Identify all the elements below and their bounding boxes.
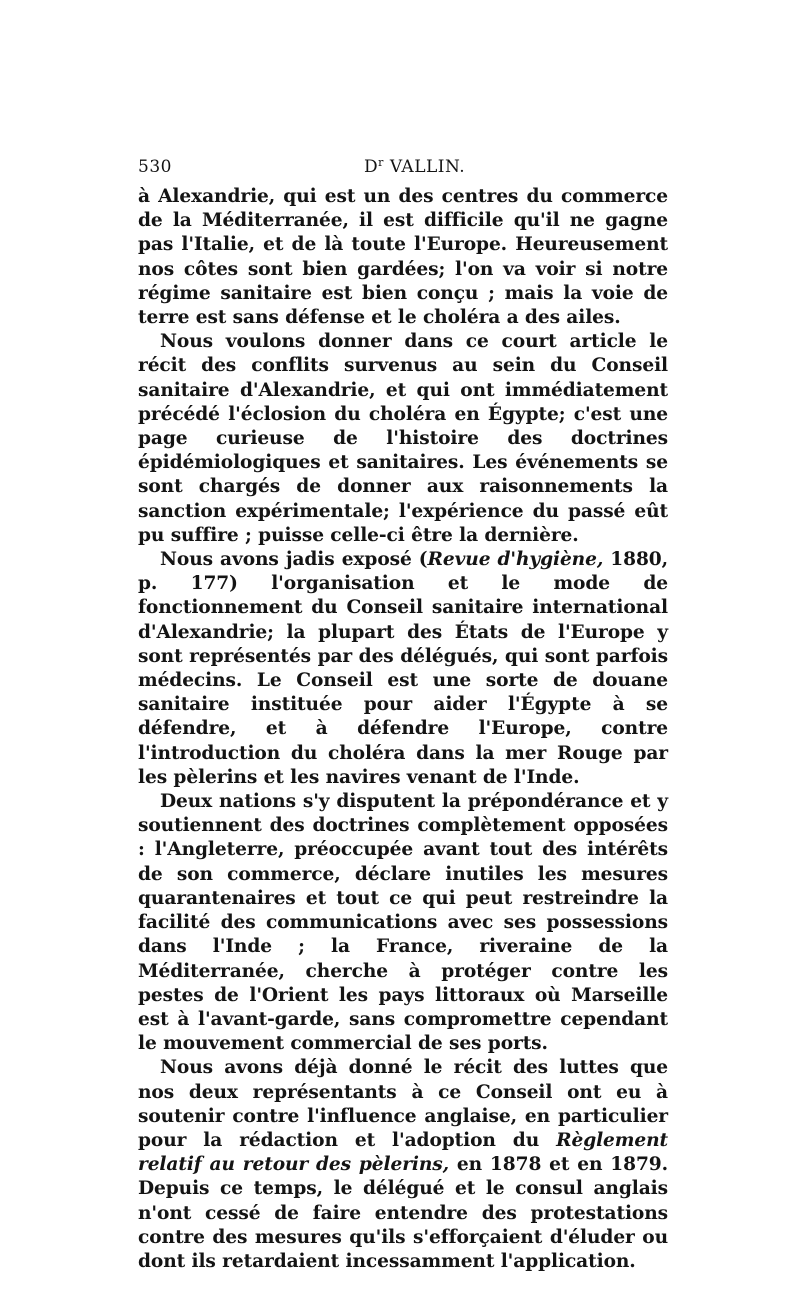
paragraph-5-end: en 1878 et en 1879. Depuis ce temps, le délégué et le consul anglais n'ont cessé de faire entendre des protestations contre des mesures qu'ils s'efforçaient d'éluder ou dont ils retardaient incessamment l'application. <box>138 1154 668 1272</box>
running-header <box>138 157 668 183</box>
paragraph-5-title: Règlement relatif au retour des pèlerins, <box>138 1129 668 1176</box>
page-number: 530 <box>138 157 172 177</box>
paragraph-3 <box>138 548 668 790</box>
running-title <box>364 157 465 177</box>
author-prefix: D <box>364 157 379 177</box>
author-prefix-superscript: r <box>378 156 384 169</box>
paragraph-5 <box>138 1056 668 1274</box>
paragraph-5-start: Nous avons déjà donné le récit des luttes que nos deux représentants à ce Conseil ont eu à soutenir contre l'influence anglaise, en particulier pour la rédaction et l'adoption du <box>138 1057 668 1151</box>
paragraph-4: Deux nations s'y disputent la prépondérance et y soutiennent des doctrines complètement opposées : l'Angleterre, préoccupée avant tout des intérêts de son commerce, déclare inutiles les mesures quarantenaires et tout ce qui peut restreindre la facilité des communications avec ses possessions dans l'Inde ; la France, riveraine de la Méditerranée, cherche à protéger contre les pestes de l'Orient les pays littoraux où Marseille est à l'avant-garde, sans compromettre cependant le mouvement commercial de ses ports. <box>138 791 668 1055</box>
paragraph-1: à Alexandrie, qui est un des centres du commerce de la Méditerranée, il est difficile qu'il ne gagne pas l'Italie, et de là toute l'Europe. Heureusement nos côtes sont bien gardées; l'on va voir si notre régime sanitaire est bien conçu ; mais la voie de terre est sans défense et le choléra a des ailes. <box>138 186 668 329</box>
paragraph-3-citation: Revue d'hygiène, <box>427 549 604 571</box>
paragraph-3-end: 1880, p. 177) l'organisation et le mode de fonctionnement du Conseil sanitaire international d'Alexandrie; la plupart des États de l'Europe y sont représentés par des délégués, qui sont parfois médecins. Le Conseil est une sorte de douane sanitaire instituée pour aider l'Égypte à se défendre, et à défendre l'Europe, contre l'introduction du choléra dans la mer Rouge par les pèlerins et les navires venant de l'Inde. <box>138 549 668 788</box>
paragraph-3-start: Nous avons jadis exposé ( <box>160 549 428 571</box>
author-name: VALLIN. <box>389 157 466 177</box>
body-text <box>138 185 668 1274</box>
paragraph-2: Nous voulons donner dans ce court article le récit des conflits survenus au sein du Conseil sanitaire d'Alexandrie, et qui ont immédiatement précédé l'éclosion du choléra en Égypte; c'est une page curieuse de l'histoire des doctrines épidémiologiques et sanitaires. Les événements se sont chargés de donner aux raisonnements la sanction expérimentale; l'expérience du passé eût pu suffire ; puisse celle-ci être la dernière. <box>138 331 668 546</box>
